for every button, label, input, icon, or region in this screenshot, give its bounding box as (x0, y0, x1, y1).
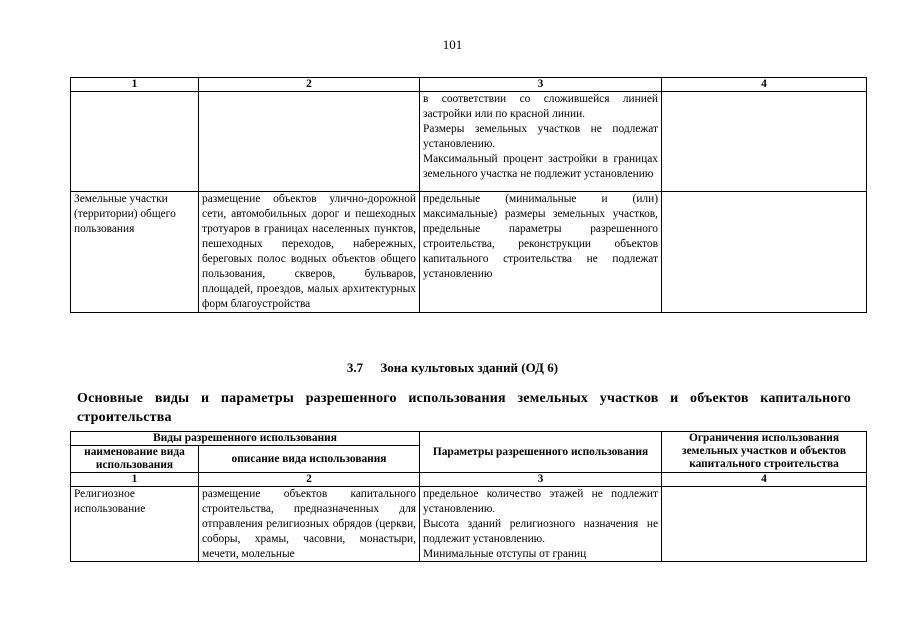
params-paragraph: предельное количество этажей не подлежит установлению. (423, 488, 659, 515)
table-row (71, 92, 867, 192)
column-number-row (71, 78, 867, 92)
header-params: Параметры разрешенного использования (420, 432, 662, 473)
use-description-cell: размещение объектов улично-дорожной сети, автомобильных дорог и пешеходных тротуаров в границах населенных пунктов, пешеходных переходов, набережных, береговых полос водных объектов общего пользования, скверов, бульваров, площадей, проездов, малых архитектурных форм благоустройства (199, 192, 420, 313)
restrictions-cell (662, 192, 867, 313)
column-number-1: 1 (71, 78, 199, 92)
use-name-text: Религиозное использование (74, 488, 146, 515)
params-paragraph: Минимальные отступы от границ (423, 548, 587, 560)
params-cell (420, 92, 662, 192)
column-number-3: 3 (420, 78, 662, 92)
params-text (423, 487, 658, 561)
params-paragraph: Максимальный процент застройки в границах земельного участка не подлежит установлению (423, 153, 658, 180)
params-paragraph: в соответствии со сложившейся линией застройки или по красной линии. (423, 93, 658, 120)
empty-cell (71, 92, 199, 192)
zone-od6-parameters-table (70, 431, 867, 562)
column-number-1: 1 (71, 473, 199, 487)
params-cell: предельные (минимальные и (или) максимальные) размеры земельных участков, предельные параметры разрешенного строительства, реконструкции объектов капитального строительства не подлежат установлению (420, 192, 662, 313)
column-number-row (71, 473, 867, 487)
header-row (71, 432, 867, 446)
header-use-name: наименование вида использования (71, 446, 199, 473)
use-description-text: размещение объектов капитального строительства, предназначенных для отправления религиозных обрядов (церкви, соборы, храмы, часовни, монастыри, мечети, молельные (202, 488, 417, 560)
column-number-3: 3 (420, 473, 662, 487)
table-subtitle: Основные виды и параметры разрешенного использования земельных участков и объектов капитального строительства (77, 391, 851, 425)
table-row (71, 192, 867, 313)
empty-cell (662, 92, 867, 192)
header-use-types: Виды разрешенного использования (71, 432, 420, 446)
section-title: Зона культовых зданий (ОД 6) (380, 360, 559, 375)
header-restrictions: Ограничения использования земельных участков и объектов капитального строительства (662, 432, 867, 473)
use-name-cell: Земельные участки (территории) общего пользования (71, 192, 199, 313)
column-number-4: 4 (662, 78, 867, 92)
table-row (71, 487, 867, 562)
page-number: 101 (442, 37, 463, 52)
column-number-2: 2 (199, 473, 420, 487)
zone-parameters-table-continued (70, 77, 867, 313)
section-heading (0, 360, 905, 376)
params-paragraph: Высота зданий религиозного назначения не подлежит установлению. (423, 518, 659, 545)
use-name-cell (71, 487, 199, 562)
header-use-description: описание вида использования (199, 446, 420, 473)
restrictions-cell (662, 487, 867, 562)
column-number-2: 2 (199, 78, 420, 92)
section-number: 3.7 (346, 360, 364, 375)
params-cell (420, 487, 662, 562)
params-paragraph: Размеры земельных участков не подлежат установлению. (423, 123, 658, 150)
empty-cell (199, 92, 420, 192)
column-number-4: 4 (662, 473, 867, 487)
use-description-cell (199, 487, 420, 562)
